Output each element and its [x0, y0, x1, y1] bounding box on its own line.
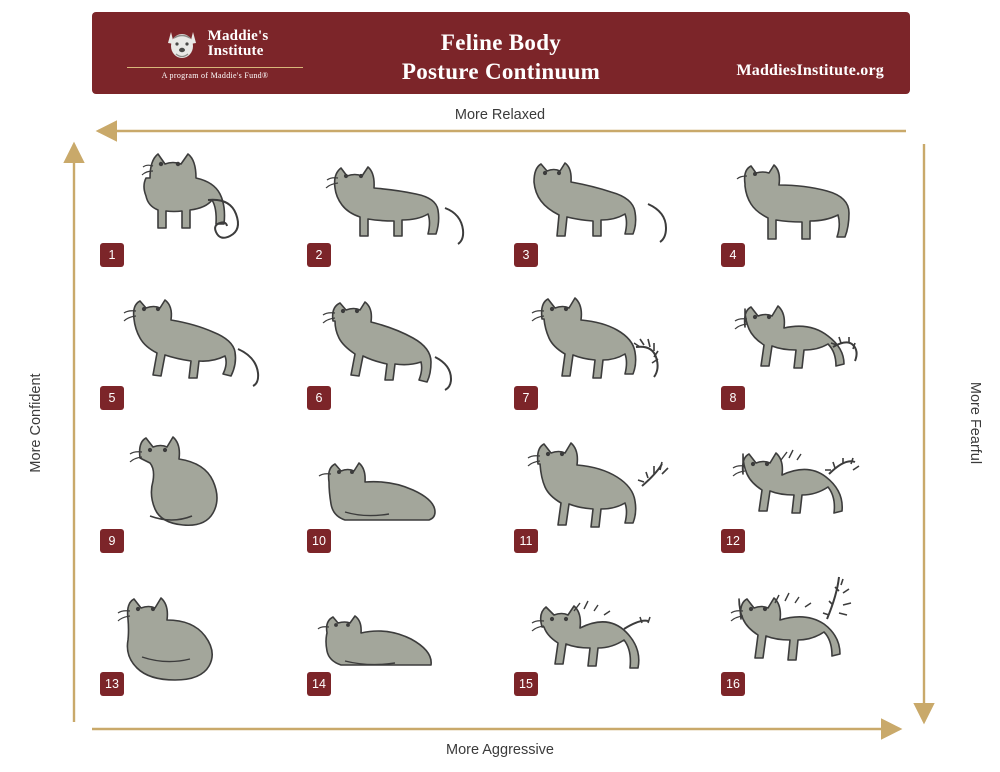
posture-cell — [711, 285, 918, 428]
cat-crouched-tucked-icon — [305, 571, 501, 681]
posture-cell — [297, 285, 504, 428]
posture-grid — [90, 142, 918, 714]
posture-cell — [711, 571, 918, 714]
posture-badge: 15 — [514, 672, 538, 696]
posture-cell — [711, 428, 918, 571]
logo-line1: Maddie's — [207, 27, 269, 44]
cat-standing-tail-down-icon — [305, 142, 501, 252]
posture-cell — [504, 142, 711, 285]
posture-badge: 7 — [514, 386, 538, 410]
axis-label-left: More Confident — [28, 373, 44, 473]
posture-badge: 6 — [307, 386, 331, 410]
cat-arched-back-tail-up-icon — [719, 285, 915, 395]
posture-cell — [504, 285, 711, 428]
posture-badge: 3 — [514, 243, 538, 267]
cat-standing-tail-bristled-icon — [512, 285, 708, 395]
cat-walking-confident-icon — [98, 285, 294, 395]
posture-cell — [297, 428, 504, 571]
axis-label-top: More Relaxed — [454, 107, 546, 123]
posture-cell — [297, 142, 504, 285]
posture-cell — [90, 571, 297, 714]
posture-cell — [711, 142, 918, 285]
header-banner — [92, 12, 910, 94]
posture-badge: 13 — [100, 672, 124, 696]
posture-cell — [504, 571, 711, 714]
cat-crouched-defensive-icon — [512, 571, 708, 681]
posture-badge: 12 — [721, 529, 745, 553]
posture-cell — [90, 285, 297, 428]
posture-badge: 14 — [307, 672, 331, 696]
cat-standing-piloerect-icon — [512, 428, 708, 538]
cat-crouch-walking-icon — [305, 285, 501, 395]
posture-badge: 2 — [307, 243, 331, 267]
posture-badge: 16 — [721, 672, 745, 696]
posture-badge: 10 — [307, 529, 331, 553]
axis-label-right: More Fearful — [967, 381, 983, 465]
cat-lying-loaf-icon — [305, 428, 501, 538]
title-line1: Feline Body — [440, 30, 562, 55]
logo-line2: Institute — [207, 43, 264, 59]
posture-badge: 1 — [100, 243, 124, 267]
title-line2: Posture Continuum — [401, 59, 601, 85]
cat-standing-head-turned-icon — [719, 142, 915, 252]
cat-curled-resting-icon — [98, 571, 294, 681]
posture-badge: 5 — [100, 386, 124, 410]
cat-standing-alert-tail-up-icon — [98, 142, 294, 252]
posture-cell — [90, 142, 297, 285]
cat-arched-halloween-icon — [719, 428, 915, 538]
cat-sitting-upright-icon — [98, 428, 294, 538]
posture-badge: 4 — [721, 243, 745, 267]
cat-arched-full-piloerect-icon — [719, 571, 915, 681]
posture-badge: 11 — [514, 529, 538, 553]
posture-cell — [297, 571, 504, 714]
posture-cell — [504, 428, 711, 571]
logo-tagline: A program of Maddie's Fund® — [161, 71, 269, 80]
cat-walking-head-low-icon — [512, 142, 708, 252]
posture-badge: 9 — [100, 529, 124, 553]
posture-cell — [90, 428, 297, 571]
website-url: MaddiesInstitute.org — [736, 62, 884, 79]
posture-badge: 8 — [721, 386, 745, 410]
axis-label-bottom: More Aggressive — [446, 742, 554, 758]
